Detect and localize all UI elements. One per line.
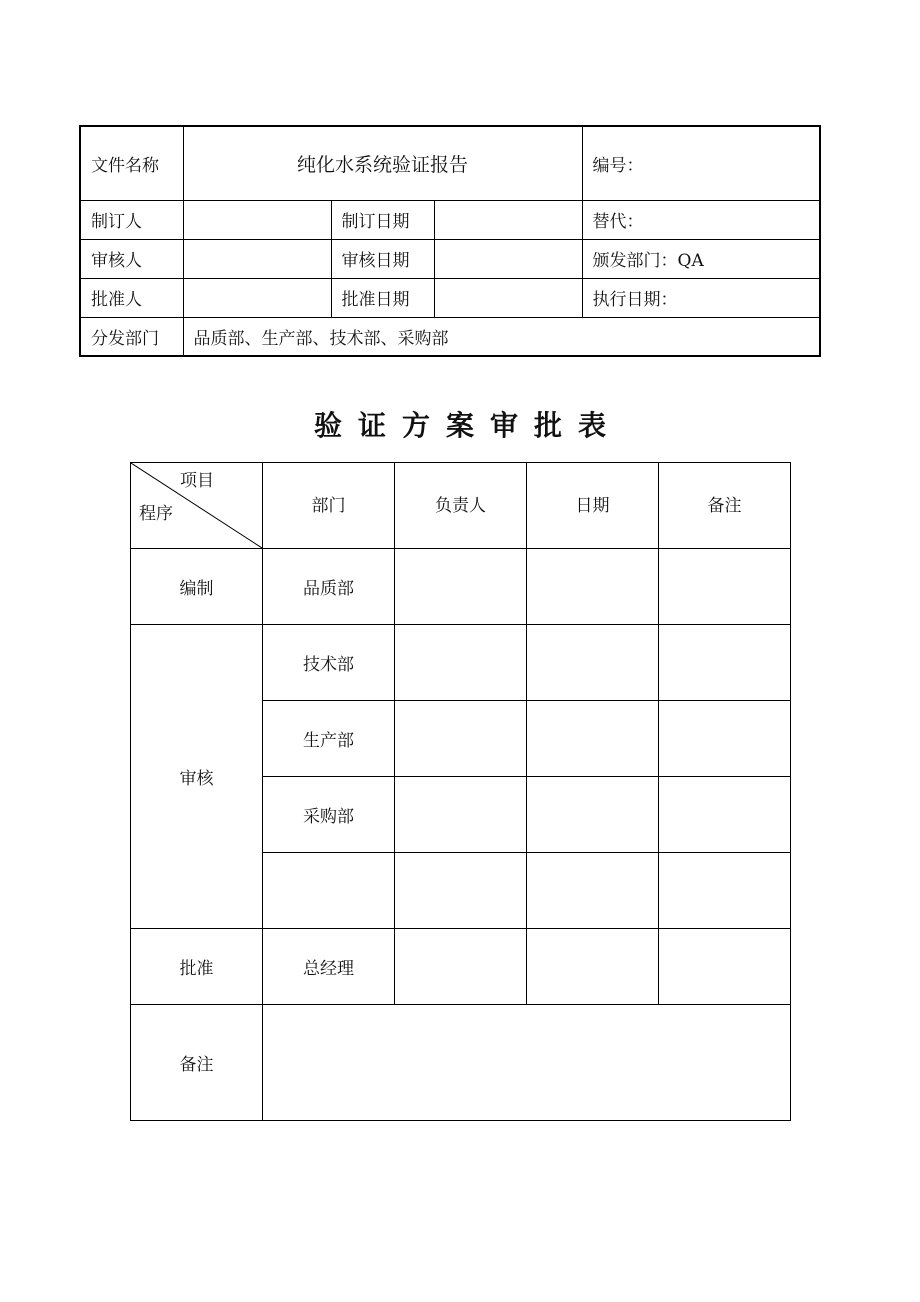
date-cell: [527, 853, 659, 929]
date-cell: [527, 929, 659, 1005]
owner-cell: [395, 625, 527, 701]
distribution-label: 分发部门: [80, 317, 183, 356]
form-title: 验证方案审批表: [313, 409, 622, 442]
reviewer-value: [183, 239, 331, 278]
owner-cell: [395, 701, 527, 777]
department-column-header: 部门: [263, 463, 395, 549]
remark-cell: [659, 549, 791, 625]
file-name-label: 文件名称: [80, 126, 183, 200]
stage-review: 审核: [131, 625, 263, 929]
dept-empty: [263, 853, 395, 929]
replaces-label: 替代：: [582, 200, 820, 239]
owner-cell: [395, 777, 527, 853]
drafter-value: [183, 200, 331, 239]
dept-production: 生产部: [263, 701, 395, 777]
remark-cell: [659, 777, 791, 853]
date-cell: [527, 701, 659, 777]
remarks-content: [263, 1005, 791, 1121]
dept-quality: 品质部: [263, 549, 395, 625]
draft-date-value: [434, 200, 582, 239]
approve-date-label: 批准日期: [331, 278, 434, 317]
remark-cell: [659, 701, 791, 777]
owner-cell: [395, 929, 527, 1005]
approval-table: [130, 462, 791, 1121]
remark-cell: [659, 929, 791, 1005]
issuing-department-label: 颁发部门：QA: [582, 239, 820, 278]
date-cell: [527, 625, 659, 701]
stage-approve: 批准: [131, 929, 263, 1005]
approver-value: [183, 278, 331, 317]
approve-date-value: [434, 278, 582, 317]
diagonal-header-cell: [131, 463, 263, 549]
procedure-header: 程序: [139, 504, 173, 524]
drafter-label: 制订人: [80, 200, 183, 239]
distribution-value: 品质部、生产部、技术部、采购部: [183, 317, 820, 356]
draft-date-label: 制订日期: [331, 200, 434, 239]
review-date-label: 审核日期: [331, 239, 434, 278]
reviewer-label: 审核人: [80, 239, 183, 278]
document-title: 纯化水系统验证报告: [183, 126, 582, 200]
stage-compile: 编制: [131, 549, 263, 625]
document-header-table: [79, 125, 821, 357]
date-cell: [527, 549, 659, 625]
remark-column-header: 备注: [659, 463, 791, 549]
owner-column-header: 负责人: [395, 463, 527, 549]
item-header: 项目: [180, 471, 214, 491]
date-cell: [527, 777, 659, 853]
effective-date-label: 执行日期：: [582, 278, 820, 317]
document-number-label: 编号：: [582, 126, 820, 200]
dept-general-manager: 总经理: [263, 929, 395, 1005]
remark-cell: [659, 625, 791, 701]
remarks-label: 备注: [131, 1005, 263, 1121]
owner-cell: [395, 853, 527, 929]
approver-label: 批准人: [80, 278, 183, 317]
dept-tech: 技术部: [263, 625, 395, 701]
remark-cell: [659, 853, 791, 929]
date-column-header: 日期: [527, 463, 659, 549]
owner-cell: [395, 549, 527, 625]
dept-purchase: 采购部: [263, 777, 395, 853]
review-date-value: [434, 239, 582, 278]
